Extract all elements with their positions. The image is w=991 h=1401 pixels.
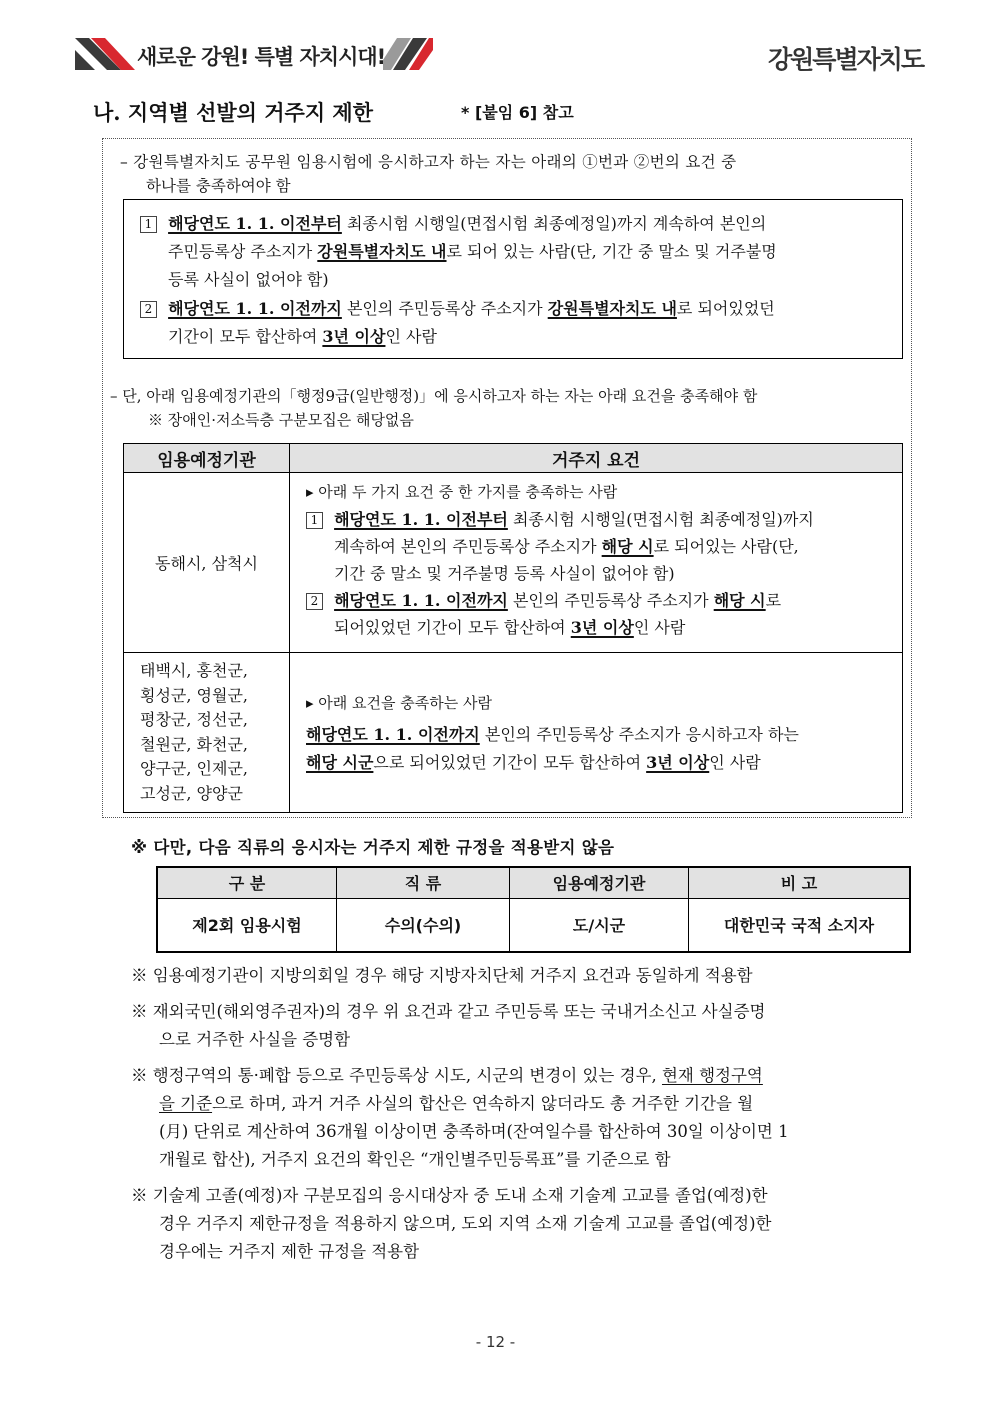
row1-c1-text-2b: 로 되어있는 사람(단, bbox=[653, 537, 799, 556]
row2-period: 3년 이상 bbox=[646, 752, 710, 772]
cond2-text-1a: 본인의 주민등록상 주소지가 bbox=[346, 299, 543, 318]
exemption-table bbox=[156, 866, 911, 953]
row1-c1-city: 해당 시 bbox=[601, 537, 654, 556]
note-2-line-2: 으로 거주한 사실을 증명함 bbox=[159, 1030, 351, 1049]
row2-agency-line: 철원군, 화천군, bbox=[140, 734, 248, 754]
number-box-2: 2 bbox=[140, 301, 157, 318]
header-banner bbox=[75, 38, 433, 70]
note-3-underline-2: 을 기준 bbox=[159, 1094, 213, 1113]
cond1-text-1: 최종시험 시행일(면접시험 최종예정일)까지 계속하여 본인의 bbox=[346, 214, 767, 233]
cond2-period: 3년 이상 bbox=[322, 327, 386, 346]
cond1-text-2a: 주민등록상 주소지가 bbox=[168, 242, 313, 261]
col-header-category: 구 분 bbox=[157, 867, 337, 898]
cond1-region: 강원특별자치도 내 bbox=[317, 242, 447, 261]
condition-1 bbox=[140, 210, 895, 294]
exception-line-1: – 단, 아래 임용예정기관의「행정9급(일반행정)」에 응시하고자 하는 자는 아래 요건을 충족해야 함 bbox=[110, 387, 758, 405]
number-box-1: 1 bbox=[140, 216, 157, 233]
row2-region: 해당 시군 bbox=[306, 752, 374, 772]
row1-lead: ▸ 아래 두 가지 요건 중 한 가지를 충족하는 사람 bbox=[306, 483, 618, 501]
col-header-remarks: 비 고 bbox=[689, 867, 911, 898]
condition-2 bbox=[140, 295, 895, 351]
cond2-text-1b: 로 되어있었던 bbox=[676, 299, 775, 318]
cell-job: 수의(수의) bbox=[337, 898, 510, 952]
note-4-line-3: 경우에는 거주지 제한 규정을 적용함 bbox=[159, 1242, 420, 1261]
note-1: ※ 임용예정기관이 지방의회일 경우 해당 지방자치단체 거주지 요건과 동일하게 적용함 bbox=[131, 966, 753, 985]
exception-line-2: ※ 장애인·저소득층 구분모집은 해당없음 bbox=[148, 411, 414, 429]
row2-text-1: 본인의 주민등록상 주소지가 응시하고자 하는 bbox=[484, 724, 799, 744]
row2-agency-line: 태백시, 홍천군, bbox=[140, 661, 248, 680]
col-header-agency: 임용예정기관 bbox=[124, 444, 290, 473]
table-row bbox=[124, 653, 903, 813]
row2-lead: ▸ 아래 요건을 충족하는 사람 bbox=[306, 693, 492, 712]
col-header-job: 직 류 bbox=[337, 867, 510, 898]
table-row bbox=[157, 898, 910, 952]
logo-text: 강원특별자치도 bbox=[768, 45, 924, 74]
note-3-line-1 bbox=[131, 1062, 915, 1090]
cell-remarks: 대한민국 국적 소지자 bbox=[689, 898, 911, 952]
slogan: 새로운 강원! 특별 자치시대! bbox=[137, 45, 386, 69]
intro-line-1: – 강원특별자치도 공무원 임용시험에 응시하고자 하는 자는 아래의 ①번과 ②번의 요건 중 bbox=[120, 153, 737, 171]
cond2-date: 해당연도 1. 1. 이전까지 bbox=[168, 299, 342, 318]
note-3-line-3: (月) 단위로 계산하여 36개월 이상이면 충족하며(잔여일수를 합산하여 30일 이상이면 1 bbox=[159, 1122, 789, 1141]
row1-agency: 동해시, 삼척시 bbox=[124, 473, 290, 653]
notes bbox=[131, 962, 915, 1266]
row1-c1-date: 해당연도 1. 1. 이전부터 bbox=[334, 510, 508, 529]
residence-requirements-table bbox=[123, 443, 903, 813]
cond1-text-3: 등록 사실이 없어야 함) bbox=[168, 270, 329, 289]
note-3-text-1a: ※ 행정구역의 통·폐합 등으로 주민등록상 시도, 시군의 변경이 있는 경우, bbox=[131, 1066, 657, 1085]
row1-c2-date: 해당연도 1. 1. 이전까지 bbox=[334, 591, 508, 610]
note-3-line-2 bbox=[131, 1090, 915, 1118]
row1-number-box-1: 1 bbox=[306, 512, 323, 529]
note-4-line-2: 경우 거주지 제한규정을 적용하지 않으며, 도외 지역 소재 기술계 고교를 졸업(예정)한 bbox=[159, 1214, 772, 1233]
row2-text-2a: 으로 되어있었던 기간이 모두 합산하여 bbox=[373, 752, 642, 772]
row2-agency-line: 횡성군, 영월군, bbox=[140, 685, 248, 705]
col-header-requirement: 거주지 요건 bbox=[290, 444, 903, 473]
page-number: - 12 - bbox=[475, 1333, 516, 1351]
row1-c2-text-2a: 되어있었던 기간이 모두 합산하여 bbox=[334, 618, 566, 637]
row1-c2-text-2b: 인 사람 bbox=[633, 618, 686, 637]
cond1-text-2b: 로 되어 있는 사람(단, 기간 중 말소 및 거주불명 bbox=[446, 242, 777, 261]
row1-c2-text-1b: 로 bbox=[765, 591, 782, 610]
row1-c1-text-2a: 계속하여 본인의 주민등록상 주소지가 bbox=[334, 537, 597, 556]
row1-c2-period: 3년 이상 bbox=[570, 618, 634, 637]
slash-left-icon bbox=[75, 38, 135, 70]
row2-requirement bbox=[290, 653, 903, 813]
row2-date: 해당연도 1. 1. 이전까지 bbox=[306, 724, 480, 744]
row2-agency-line: 고성군, 양양군 bbox=[140, 783, 243, 803]
note-2-line-1: ※ 재외국민(해외영주권자)의 경우 위 요건과 같고 주민등록 또는 국내거소신고 사실증명 bbox=[131, 1002, 766, 1021]
note-3-text-2b: 으로 하며, 과거 거주 사실의 합산은 연속하지 않더라도 총 거주한 기간을 월 bbox=[212, 1094, 754, 1113]
cond2-text-2b: 인 사람 bbox=[385, 327, 437, 346]
section-title: 나. 지역별 선발의 거주지 제한 bbox=[93, 100, 373, 125]
section-reference: * [붙임 6] 참고 bbox=[461, 103, 574, 122]
cond1-date: 해당연도 1. 1. 이전부터 bbox=[168, 214, 342, 233]
cond2-region: 강원특별자치도 내 bbox=[547, 299, 677, 318]
row1-c1-text-1: 최종시험 시행일(면접시험 최종예정일)까지 bbox=[512, 510, 814, 529]
note-3-line-4: 개월로 합산), 거주지 요건의 확인은 “개인별주민등록표”를 기준으로 함 bbox=[159, 1150, 671, 1169]
col-header-agency: 임용예정기관 bbox=[510, 867, 689, 898]
row2-agency bbox=[124, 653, 290, 813]
row1-requirement bbox=[290, 473, 903, 653]
row1-c1-text-3: 기간 중 말소 및 거주불명 등록 사실이 없어야 함) bbox=[334, 564, 675, 583]
row2-agency-line: 평창군, 정선군, bbox=[140, 710, 248, 729]
slash-right-icon bbox=[383, 38, 433, 70]
row1-number-box-2: 2 bbox=[306, 593, 323, 610]
notice: ※ 다만, 다음 직류의 응시자는 거주지 제한 규정을 적용받지 않음 bbox=[131, 838, 615, 857]
cond2-text-2a: 기간이 모두 합산하여 bbox=[168, 327, 318, 346]
note-4-line-1: ※ 기술계 고졸(예정)자 구분모집의 응시대상자 중 도내 소재 기술계 고교를 졸업(예정)한 bbox=[131, 1186, 768, 1205]
row2-agency-line: 양구군, 인제군, bbox=[140, 759, 248, 778]
note-3-underline-1: 현재 행정구역 bbox=[661, 1066, 763, 1085]
row1-c2-text-1a: 본인의 주민등록상 주소지가 bbox=[512, 591, 709, 610]
cell-category: 제2회 임용시험 bbox=[157, 898, 337, 952]
row1-c2-city: 해당 시 bbox=[713, 591, 766, 610]
intro-line-2: 하나를 충족하여야 함 bbox=[146, 177, 291, 195]
row2-text-2b: 인 사람 bbox=[709, 752, 761, 772]
table-row bbox=[124, 473, 903, 653]
cell-agency: 도/시군 bbox=[510, 898, 689, 952]
